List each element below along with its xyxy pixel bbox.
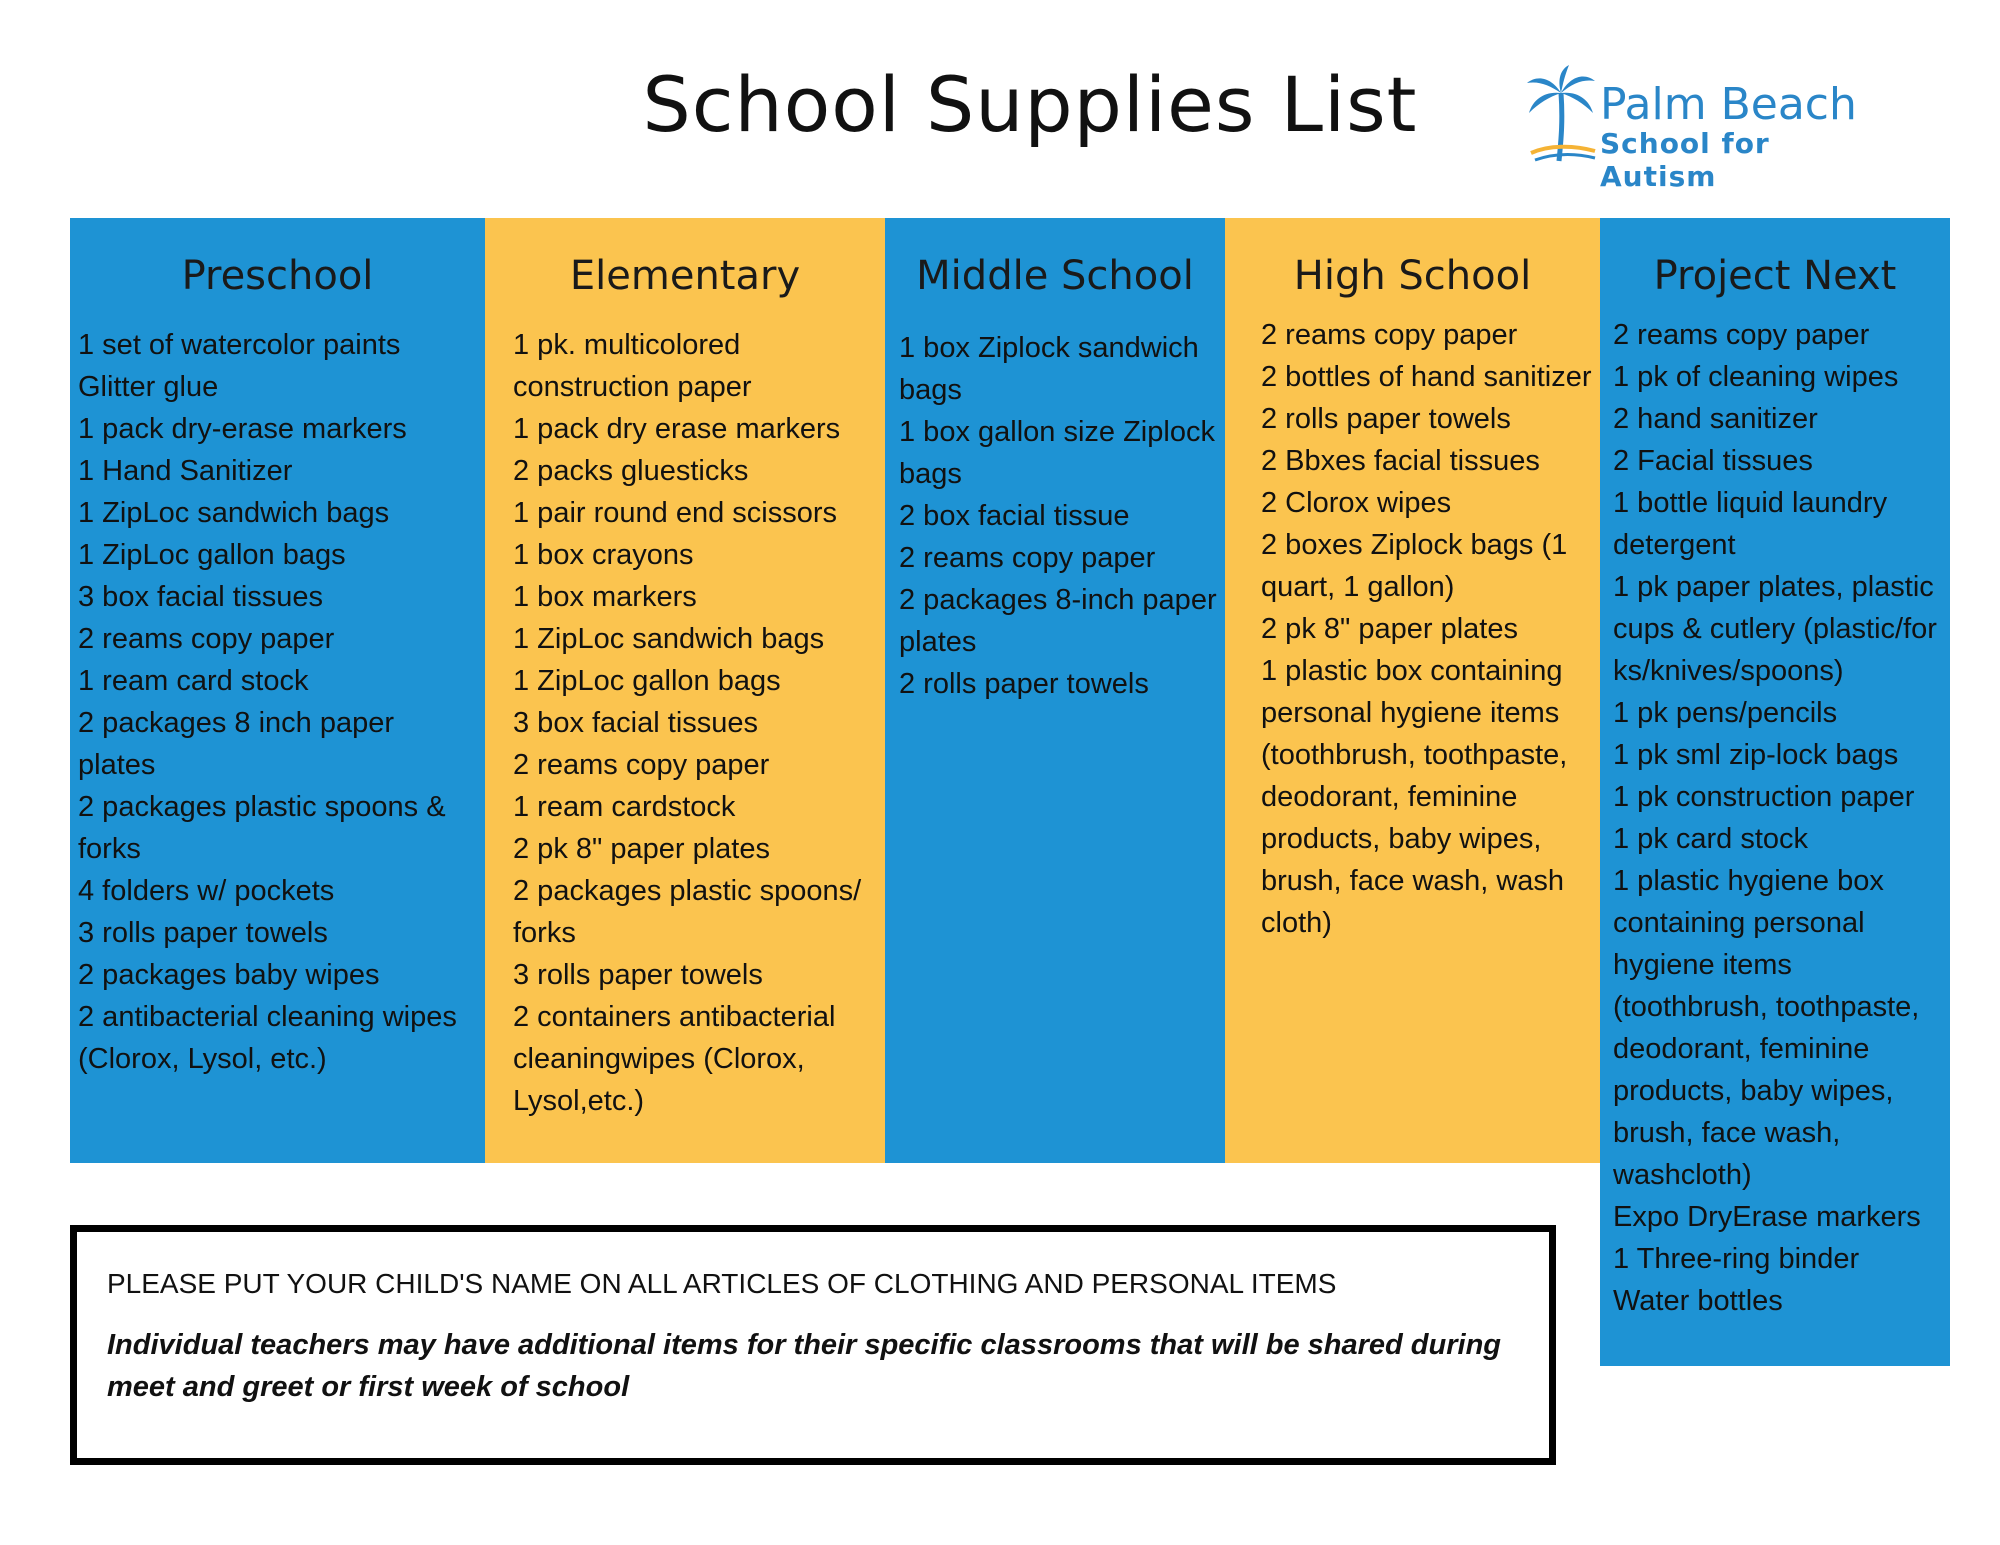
list-item: 1 pk sml zip-lock bags	[1613, 739, 1899, 771]
list-item: 2 reams copy paper	[1613, 319, 1870, 351]
list-item: 2 rolls paper towels	[1261, 403, 1511, 435]
palm-tree-icon	[1525, 65, 1597, 165]
list-item: 2 packages baby wipes	[78, 959, 380, 991]
list-item: 2 Clorox wipes	[1261, 487, 1452, 519]
list-item: Expo DryErase markers	[1613, 1201, 1921, 1233]
list-item: 1 ZipLoc gallon bags	[513, 665, 781, 697]
page-title: School Supplies List	[642, 60, 1418, 149]
list-item: 2 reams copy paper	[513, 749, 770, 781]
list-item: 1 pack dry-erase markers	[78, 413, 407, 445]
list-item: Glitter glue	[78, 371, 219, 403]
list-item: 3 rolls paper towels	[513, 959, 763, 991]
supply-list	[1261, 314, 1594, 944]
list-item: 2 containers antibacterial cleaningwipes (Clorox, Lysol,etc.)	[513, 1001, 836, 1117]
logo-name-line1: Palm Beach	[1600, 79, 1857, 130]
school-logo	[1525, 65, 1885, 193]
list-item: 2 antibacterial cleaning wipes (Clorox, Lysol, etc.)	[78, 1001, 457, 1075]
list-item: 1 box Ziplock sandwich bags	[899, 332, 1199, 406]
list-item: 1 ZipLoc sandwich bags	[513, 623, 825, 655]
supply-list	[899, 327, 1219, 705]
notice-italic-text: Individual teachers may have additional items for their specific classrooms that will be shared during meet and greet or first week of school	[107, 1329, 1502, 1403]
list-item: 1 ream cardstock	[513, 791, 736, 823]
list-item: 2 packages 8-inch paper plates	[899, 584, 1217, 658]
column-heading: Middle School	[916, 253, 1194, 299]
list-item: 4 folders w/ pockets	[78, 875, 335, 907]
list-item: 2 reams copy paper	[78, 623, 335, 655]
list-item: 2 packages plastic spoons/ forks	[513, 875, 862, 949]
list-item: 2 bottles of hand sanitizer	[1261, 361, 1592, 393]
column-heading: High School	[1293, 253, 1532, 299]
supply-list	[78, 324, 479, 1080]
list-item: 1 ream card stock	[78, 665, 309, 697]
column-project-next	[1600, 218, 1950, 1366]
list-item: 1 pk. multicolored construction paper	[513, 329, 752, 403]
column-heading: Project Next	[1653, 253, 1897, 299]
list-item: 1 ZipLoc sandwich bags	[78, 497, 390, 529]
list-item: 1 Hand Sanitizer	[78, 455, 293, 487]
list-item: 2 reams copy paper	[899, 542, 1156, 574]
list-item: 2 packs gluesticks	[513, 455, 749, 487]
list-item: 2 boxes Ziplock bags (1 quart, 1 gallon)	[1261, 529, 1568, 603]
list-item: 1 box gallon size Ziplock bags	[899, 416, 1215, 490]
list-item: Water bottles	[1613, 1285, 1783, 1317]
list-item: 1 pk card stock	[1613, 823, 1809, 855]
column-high-school	[1225, 218, 1600, 1163]
list-item: 2 pk 8" paper plates	[513, 833, 770, 865]
list-item: 1 plastic hygiene box containing personal hygiene items (toothbrush, toothpaste, deodorant, feminine products, baby wipes, brush, face wash, washcloth)	[1613, 865, 1920, 1191]
list-item: 1 pk construction paper	[1613, 781, 1915, 813]
list-item: 2 hand sanitizer	[1613, 403, 1818, 435]
logo-name-line2: School for Autism	[1600, 127, 1770, 193]
notice-caps-text: PLEASE PUT YOUR CHILD'S NAME ON ALL ARTICLES OF CLOTHING AND PERSONAL ITEMS	[107, 1268, 1337, 1299]
list-item: 2 Facial tissues	[1613, 445, 1813, 477]
list-item: 3 box facial tissues	[513, 707, 759, 739]
list-item: 1 Three-ring binder	[1613, 1243, 1860, 1275]
column-elementary	[485, 218, 885, 1163]
supply-list	[1613, 314, 1944, 1322]
column-heading: Elementary	[569, 253, 801, 299]
column-heading: Preschool	[181, 253, 374, 299]
list-item: 1 ZipLoc gallon bags	[78, 539, 346, 571]
list-item: 1 bottle liquid laundry detergent	[1613, 487, 1888, 561]
list-item: 2 packages plastic spoons & forks	[78, 791, 446, 865]
list-item: 1 pk pens/pencils	[1613, 697, 1838, 729]
list-item: 1 pack dry erase markers	[513, 413, 841, 445]
list-item: 2 box facial tissue	[899, 500, 1130, 532]
list-item: 2 Bbxes facial tissues	[1261, 445, 1540, 477]
list-item: 1 pair round end scissors	[513, 497, 837, 529]
list-item: 2 rolls paper towels	[899, 668, 1149, 700]
list-item: 1 pk paper plates, plastic cups & cutlery (plastic/forks/knives/spoons)	[1613, 571, 1937, 687]
list-item: 2 pk 8" paper plates	[1261, 613, 1518, 645]
list-item: 2 reams copy paper	[1261, 319, 1518, 351]
list-item: 1 box markers	[513, 581, 697, 613]
column-middle-school	[885, 218, 1225, 1163]
column-preschool	[70, 218, 485, 1163]
list-item: 1 box crayons	[513, 539, 694, 571]
list-item: 1 plastic box containing personal hygiene items (toothbrush, toothpaste, deodorant, feminine products, baby wipes, brush, face wash, wash cloth)	[1261, 655, 1568, 939]
list-item: 2 packages 8 inch paper plates	[78, 707, 394, 781]
list-item: 1 set of watercolor paints	[78, 329, 401, 361]
list-item: 3 rolls paper towels	[78, 917, 328, 949]
supply-list	[513, 324, 879, 1122]
list-item: 1 pk of cleaning wipes	[1613, 361, 1899, 393]
notice-box	[70, 1225, 1556, 1465]
list-item: 3 box facial tissues	[78, 581, 324, 613]
